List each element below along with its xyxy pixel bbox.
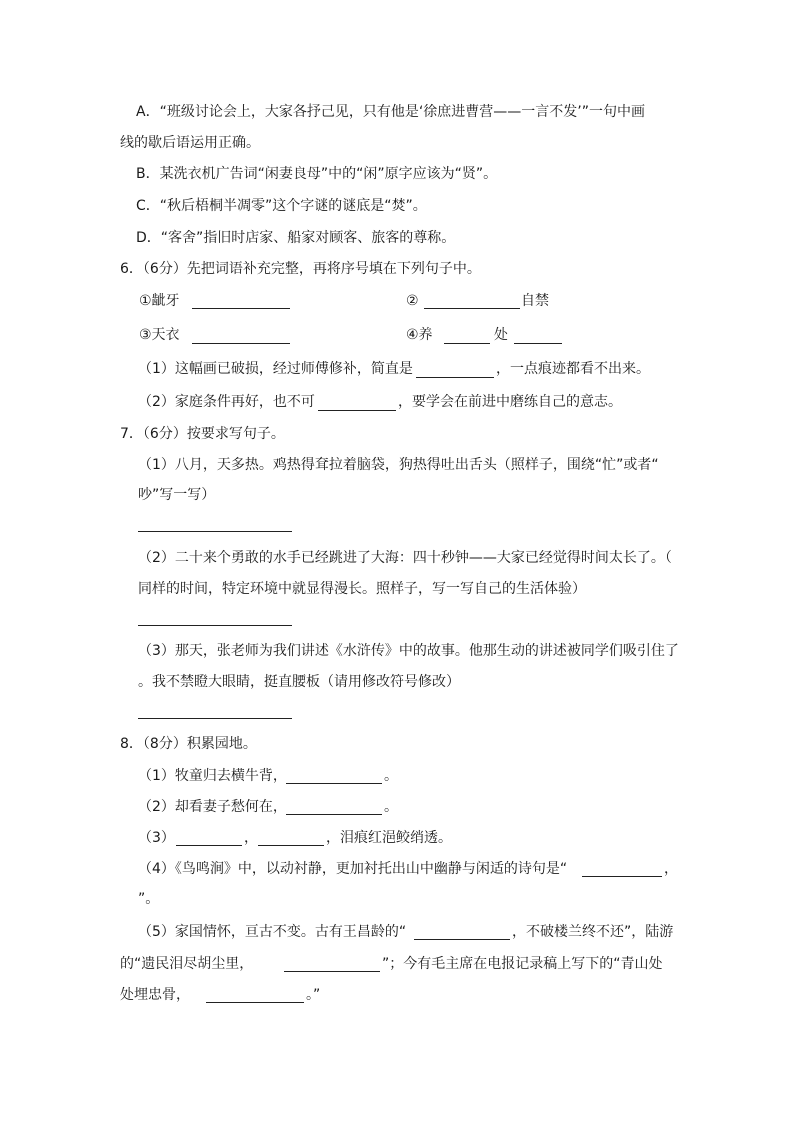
q8-item-2-blank[interactable] bbox=[286, 814, 382, 815]
q8-title: 8．（8分）积累园地。 bbox=[120, 736, 257, 752]
q8-item-5-blank-1[interactable] bbox=[414, 939, 510, 940]
q6-word-3-blank[interactable] bbox=[192, 343, 290, 344]
q5-option-d: D．“客舍”指旧时店家、船家对顾客、旅客的尊称。 bbox=[136, 230, 456, 246]
q8-item-5-line2-end: ”；今有毛主席在电报记录稿上写下的“青山处 bbox=[382, 956, 663, 972]
q7-title: 7．（6分）按要求写句子。 bbox=[120, 426, 285, 442]
q8-item-4-line1-start: （4）《鸟鸣涧》中，以动衬静，更加衬托出山中幽静与闲适的诗句是“ bbox=[138, 861, 568, 877]
q6-word-2-blank[interactable] bbox=[424, 308, 520, 309]
q6-word-4-middle: 处 bbox=[494, 327, 508, 343]
q6-sentence-1-end: ，一点痕迹都看不出来。 bbox=[496, 361, 650, 377]
q7-part-2-line2: 同样的时间，特定环境中就显得漫长。照样子，写一写自己的生活体验） bbox=[138, 581, 586, 597]
q8-item-1-start: （1）牧童归去横牛背， bbox=[138, 768, 287, 784]
q8-item-4-line2: ”。 bbox=[138, 891, 160, 907]
q5-option-b: B．某洗衣机广告词“闲妻良母”中的“闲”原字应该为“贤”。 bbox=[136, 166, 498, 182]
q7-part-1-line1: （1）八月，天多热。鸡热得耷拉着脑袋，狗热得吐出舌头（照样子，围绕“忙”或者“ bbox=[138, 457, 659, 473]
q7-part-2-answer-line[interactable] bbox=[138, 625, 292, 626]
q6-word-4-blank-2[interactable] bbox=[514, 343, 562, 344]
q6-sentence-1-blank[interactable] bbox=[416, 377, 494, 378]
q5-option-a-line1: A．“班级讨论会上，大家各抒己见，只有他是‘徐庶进曹营——一言不发’”一句中画 bbox=[136, 104, 645, 120]
q7-part-3-line2: 。我不禁瞪大眼睛，挺直腰板（请用修改符号修改） bbox=[138, 674, 460, 690]
q8-item-5-line3-end: 。” bbox=[306, 987, 321, 1003]
q8-item-3-end: ，泪痕红浥鲛绡透。 bbox=[326, 830, 452, 846]
q6-word-4-prefix: ④养 bbox=[406, 327, 433, 343]
q8-item-5-blank-3[interactable] bbox=[206, 1002, 304, 1003]
q6-word-3: ③天衣 bbox=[139, 327, 180, 343]
q7-part-2-line1: （2）二十来个勇敢的水手已经跳进了大海：四十秒钟——大家已经觉得时间太长了。（ bbox=[138, 550, 672, 566]
q8-item-2-end: 。 bbox=[384, 799, 398, 815]
q5-option-a-line2: 线的歇后语运用正确。 bbox=[120, 135, 260, 151]
q8-item-4-line1-comma: ， bbox=[664, 861, 678, 877]
q6-sentence-2-start: （2）家庭条件再好，也不可 bbox=[138, 394, 315, 410]
q6-sentence-1-start: （1）这幅画已破损，经过师傅修补，简直是 bbox=[138, 361, 413, 377]
q8-item-4-blank[interactable] bbox=[582, 876, 662, 877]
q8-item-5-blank-2[interactable] bbox=[284, 971, 380, 972]
q6-title: 6．（6分）先把词语补充完整，再将序号填在下列句子中。 bbox=[120, 261, 481, 277]
q6-sentence-2-end: ，要学会在前进中磨练自己的意志。 bbox=[398, 394, 622, 410]
q6-sentence-2-blank[interactable] bbox=[318, 410, 396, 411]
q6-word-1-blank[interactable] bbox=[192, 308, 290, 309]
q7-part-3-line1: （3）那天，张老师为我们讲述《水浒传》中的故事。他那生动的讲述被同学们吸引住了 bbox=[138, 643, 679, 659]
q8-item-1-blank[interactable] bbox=[286, 783, 382, 784]
q8-item-1-end: 。 bbox=[384, 768, 398, 784]
q8-item-5-line1-end: ，不破楼兰终不还”，陆游 bbox=[512, 924, 674, 940]
q8-item-5-line1-start: （5）家国情怀，亘古不变。古有王昌龄的“ bbox=[138, 924, 407, 940]
q7-part-1-line2: 吵”写一写） bbox=[138, 487, 216, 503]
q7-part-1-answer-line[interactable] bbox=[138, 531, 292, 532]
q8-item-2-start: （2）却看妻子愁何在， bbox=[138, 799, 287, 815]
q8-item-5-line2-start: 的“遗民泪尽胡尘里， bbox=[120, 956, 254, 972]
q6-word-1: ①龇牙 bbox=[139, 293, 180, 309]
q8-item-3-start: （3） bbox=[138, 830, 175, 846]
q8-item-3-blank-2[interactable] bbox=[258, 845, 324, 846]
q8-item-5-line3-start: 处埋忠骨， bbox=[120, 987, 190, 1003]
q6-word-4-blank-1[interactable] bbox=[444, 343, 490, 344]
q5-option-c: C．“秋后梧桐半凋零”这个字谜的谜底是“焚”。 bbox=[136, 198, 427, 214]
q8-item-3-comma: ， bbox=[244, 830, 258, 846]
q7-part-3-answer-line[interactable] bbox=[138, 718, 292, 719]
q6-word-2-suffix: 自禁 bbox=[521, 293, 549, 309]
q8-item-3-blank-1[interactable] bbox=[176, 845, 242, 846]
q6-word-2-prefix: ② bbox=[406, 293, 419, 309]
